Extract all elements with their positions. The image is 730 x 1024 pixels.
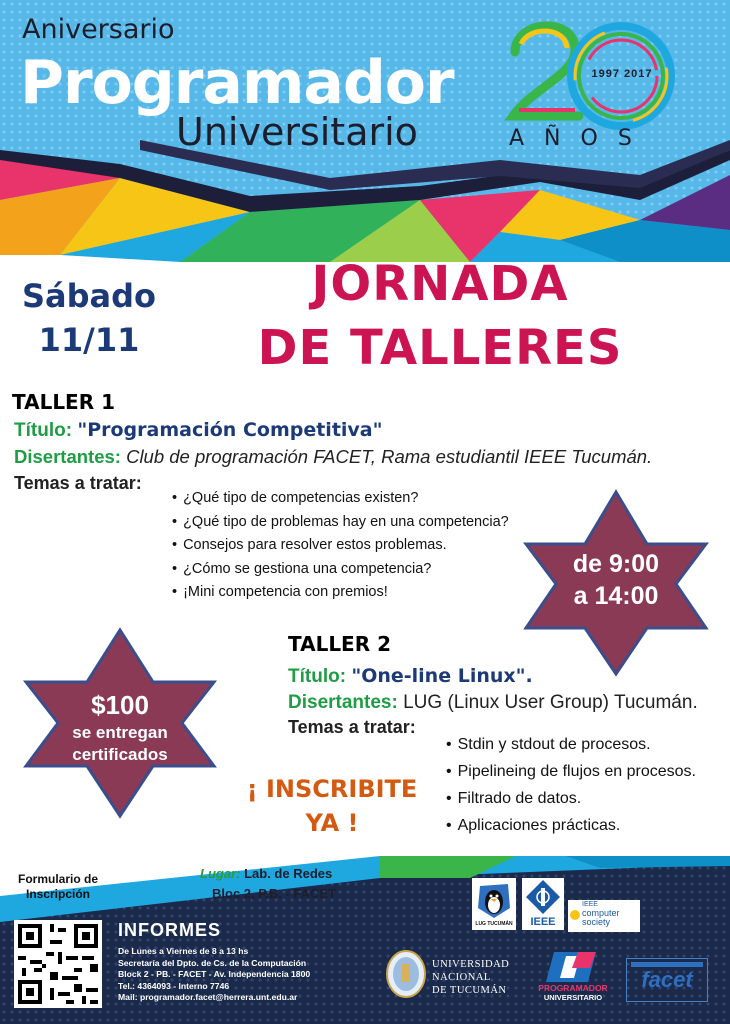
cs-circle-icon [570, 910, 580, 920]
logo-years: 1997 2017 [591, 68, 653, 80]
event-day-number: 11/11 [38, 321, 140, 359]
form-label [10, 872, 106, 902]
taller1-temas-label: Temas a tratar: [14, 473, 142, 493]
taller1-titulo-value: "Programación Competitiva" [77, 419, 383, 441]
price-text [22, 688, 218, 766]
list-item: • Consejos para resolver estos problemas. [172, 534, 509, 558]
taller1-titulo-label: Título: [14, 420, 73, 441]
schedule-line2: a 14:00 [573, 582, 659, 610]
footer-banner [0, 856, 730, 1024]
cs-line: IEEE [582, 901, 598, 908]
programador-universitario-logo [532, 950, 614, 1006]
logo-anos: AÑOS [509, 126, 652, 151]
price-star [22, 626, 218, 820]
event-title-line1: JORNADA [311, 256, 569, 312]
universitario-text: Universitario [176, 110, 418, 154]
informes-heading: INFORMES [118, 920, 222, 940]
list-item: • Stdin y stdout de procesos. [446, 731, 696, 758]
taller2-titulo-value: "One-line Linux". [351, 665, 533, 687]
taller2-disertantes [288, 692, 698, 714]
lug-label: LUG TUCUMÁN [475, 921, 513, 927]
cs-line: society [582, 917, 611, 927]
ieee-diamond-icon [522, 878, 564, 916]
list-item: • Filtrado de datos. [446, 785, 696, 812]
lugar-label: Lugar: [200, 866, 241, 881]
taller2-heading: TALLER 2 [288, 632, 391, 656]
taller2-temas-label: Temas a tratar: [288, 717, 416, 737]
taller1-heading: TALLER 1 [12, 390, 115, 414]
event-day: Sábado [21, 277, 157, 315]
schedule-text [522, 548, 710, 612]
lugar-info [200, 864, 336, 904]
taller1-topics-list [172, 487, 509, 605]
inscribite-cta [232, 772, 432, 840]
qr-code-icon [14, 920, 102, 1008]
unt-line: NACIONAL [432, 972, 491, 983]
taller2-topics-list [446, 731, 696, 839]
lugar-value: Lab. de Redes [244, 866, 333, 881]
schedule-line1: de 9:00 [572, 550, 660, 578]
event-title [240, 252, 640, 380]
programador-title: Programador [20, 48, 454, 118]
unt-seal-logo [386, 950, 426, 998]
taller2-disertantes-label: Disertantes: [288, 692, 398, 713]
taller2-titulo-label: Título: [288, 666, 347, 687]
cta-line2: YA ! [305, 809, 359, 837]
computer-society-logo [568, 900, 640, 932]
form-label-line2: Inscripción [25, 887, 90, 901]
penguin-icon [472, 878, 516, 922]
informes-details [118, 946, 310, 1004]
schedule-star [522, 488, 710, 678]
lug-tucuman-logo [472, 878, 516, 930]
taller1-disertantes-value: Club de programación FACET, Rama estudiantil IEEE Tucumán. [126, 446, 653, 467]
event-title-line2: DE TALLERES [257, 320, 623, 376]
list-item: • ¿Qué tipo de problemas hay en una competencia? [172, 511, 509, 535]
taller1-disertantes [14, 446, 652, 468]
cs-line: computer [582, 908, 620, 918]
taller2-titulo [288, 665, 533, 688]
list-item: • Aplicaciones prácticas. [446, 812, 696, 839]
ieee-label: IEEE [530, 916, 556, 928]
event-date [14, 274, 164, 362]
unt-line: DE TUCUMÁN [432, 985, 507, 996]
info-line: Secretaría del Dpto. de Cs. de la Computación [118, 957, 307, 968]
taller2-disertantes-value: LUG (Linux User Group) Tucumán. [403, 692, 698, 713]
lugar-line2: Bloc 2, P.B. - FACET [212, 886, 337, 901]
unt-name [432, 958, 509, 997]
twenty-years-logo [495, 12, 685, 162]
info-line[interactable]: Mail: programador.facet@herrera.unt.edu.ar [118, 992, 298, 1003]
price-line2: certificados [72, 745, 168, 764]
pu-line: UNIVERSITARIO [543, 993, 603, 1002]
list-item: • ¡Mini competencia con premios! [172, 581, 509, 605]
info-line: Tel.: 4364093 - Interno 7746 [118, 980, 230, 991]
aniversario-text: Aniversario [22, 14, 175, 45]
facet-logo [626, 958, 708, 1002]
list-item: • ¿Cómo se gestiona una competencia? [172, 558, 509, 582]
form-label-line1: Formulario de [17, 872, 98, 886]
list-item: • ¿Qué tipo de competencias existen? [172, 487, 509, 511]
unt-line: UNIVERSIDAD [432, 959, 510, 970]
taller1-disertantes-label: Disertantes: [14, 446, 121, 467]
pu-line: PROGRAMADOR [538, 983, 608, 993]
facet-label: facet [641, 967, 693, 992]
ieee-logo [522, 878, 564, 930]
qr-code[interactable] [14, 920, 102, 1008]
list-item: • Pipelineing de flujos en procesos. [446, 758, 696, 785]
cta-line1: ¡ INSCRIBITE [246, 775, 418, 803]
info-line: De Lunes a Viernes de 8 a 13 hs [118, 946, 249, 956]
price-line1: se entregan [72, 723, 168, 742]
info-line: Block 2 - PB. - FACET - Av. Independencia 1800 [118, 969, 311, 980]
taller1-titulo [14, 419, 383, 442]
pu-mark-icon [532, 950, 614, 984]
price-value: $100 [91, 690, 149, 720]
